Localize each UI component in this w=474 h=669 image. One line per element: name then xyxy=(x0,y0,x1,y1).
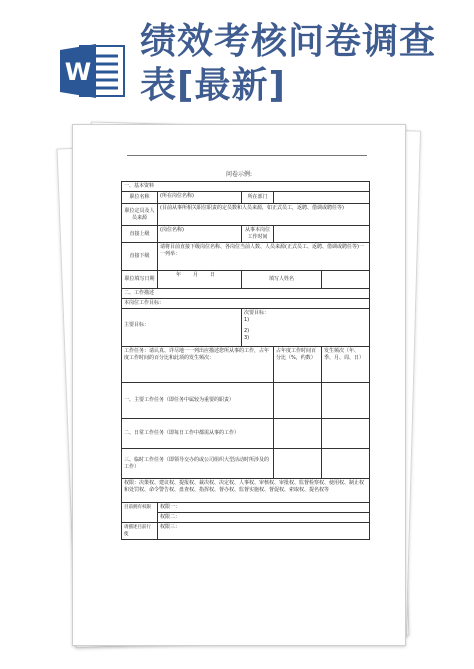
position-name-value: (所在岗位名称) xyxy=(158,192,242,204)
document-page xyxy=(72,124,406,646)
goal-item-2: 2) xyxy=(244,328,250,334)
task-temp: 三、临时工作任务（即领导交办的或公司组织大型活动时所涉及的工作） xyxy=(122,449,274,479)
authority-row xyxy=(122,479,370,503)
task-temp-percent xyxy=(274,449,322,479)
department-label: 所在部门 xyxy=(242,192,274,204)
task-main-percent xyxy=(274,383,322,419)
task-header: 工作任务：请认真、详尽地一一列出应描述您所从事的工作，占年度工作时间的百分比和此项的发生频次： xyxy=(122,347,274,383)
year-label: 年 xyxy=(176,272,182,278)
establishment-label: 职位定员及人员来源 xyxy=(122,204,158,226)
secondary-goal-label: 次要目标： xyxy=(244,310,270,316)
goal-item-1: 1) xyxy=(244,317,250,323)
department-value xyxy=(274,192,370,204)
authority-1: 权限一： xyxy=(158,503,370,513)
supervisor-label: 直接上级 xyxy=(122,226,158,243)
subordinate-label: 直接下级 xyxy=(122,243,158,271)
subordinate-value: 请将目前直接下级岗位名称、各岗位当前人数、人员来源(正式员工、返聘、借调或聘任等)一一列举： xyxy=(158,243,370,271)
fill-date-label: 职位填写日期 xyxy=(122,271,158,289)
task-daily-frequency xyxy=(322,419,370,449)
authority-2: 权限二： xyxy=(158,513,370,523)
goal-item-3: 3) xyxy=(244,335,250,341)
document-title: 问卷示例: xyxy=(225,171,253,178)
percent-header: 占年度工作时间百分比（%，约数） xyxy=(274,347,322,383)
svg-text:W: W xyxy=(64,58,92,86)
task-daily: 二、日常工作任务（即每日工作中都需从事的工作） xyxy=(122,419,274,449)
task-main-frequency xyxy=(322,383,370,419)
position-goal-label: 本岗位工作目标： xyxy=(124,300,165,306)
authority-text: 决策权、建议权、提报权、裁决权、决定权、人事权、审核权、审批权、监督检察权、使用权、制止权和处罚权、命令警告权、盘查权、指挥权、督办权、监督实施权、督促权、索取权、提名权等 xyxy=(124,480,365,493)
secondary-goal-cell xyxy=(242,309,370,347)
engaged-time-label: 从事本岗位工作时间 xyxy=(242,226,274,243)
task-daily-percent xyxy=(274,419,322,449)
questionnaire-table xyxy=(121,181,370,540)
section-job: 二、工作描述 xyxy=(122,289,370,299)
word-document-icon xyxy=(60,42,128,100)
filler-label: 填写人姓名 xyxy=(242,271,322,289)
supervisor-value: (岗位名称) xyxy=(158,226,242,243)
filler-value xyxy=(322,271,370,289)
authority-3: 权限三： xyxy=(158,523,370,540)
frequency-header: 发生频次（年、季、月、周、日） xyxy=(322,347,370,383)
main-goal-label: 主要目标： xyxy=(124,322,150,328)
month-label: 月 xyxy=(193,272,199,278)
position-name-label: 职位名称 xyxy=(122,192,158,204)
position-goal-row xyxy=(122,299,370,309)
establishment-value: (目前从事所相关职位职责的定员数和人员来源，如正式员工，返聘、借调或聘任等) xyxy=(158,204,370,226)
task-main: 一、主要工作任务（即任务中属较为重要的职责） xyxy=(122,383,274,419)
task-temp-frequency xyxy=(322,449,370,479)
fill-date-value xyxy=(158,271,242,289)
header-rule xyxy=(127,155,367,156)
section-basic: 一、基本资料 xyxy=(122,182,370,192)
desc-label: 请描述目前行使 xyxy=(122,523,158,540)
day-label: 日 xyxy=(210,272,216,278)
page-title: 绩效考核问卷调查表[最新] xyxy=(140,21,437,106)
current-has-label: 目前拥有权限 xyxy=(122,503,158,523)
engaged-time-value xyxy=(274,226,370,243)
authority-label: 权限： xyxy=(124,480,140,486)
header xyxy=(0,0,474,120)
main-goal-cell xyxy=(122,309,242,347)
